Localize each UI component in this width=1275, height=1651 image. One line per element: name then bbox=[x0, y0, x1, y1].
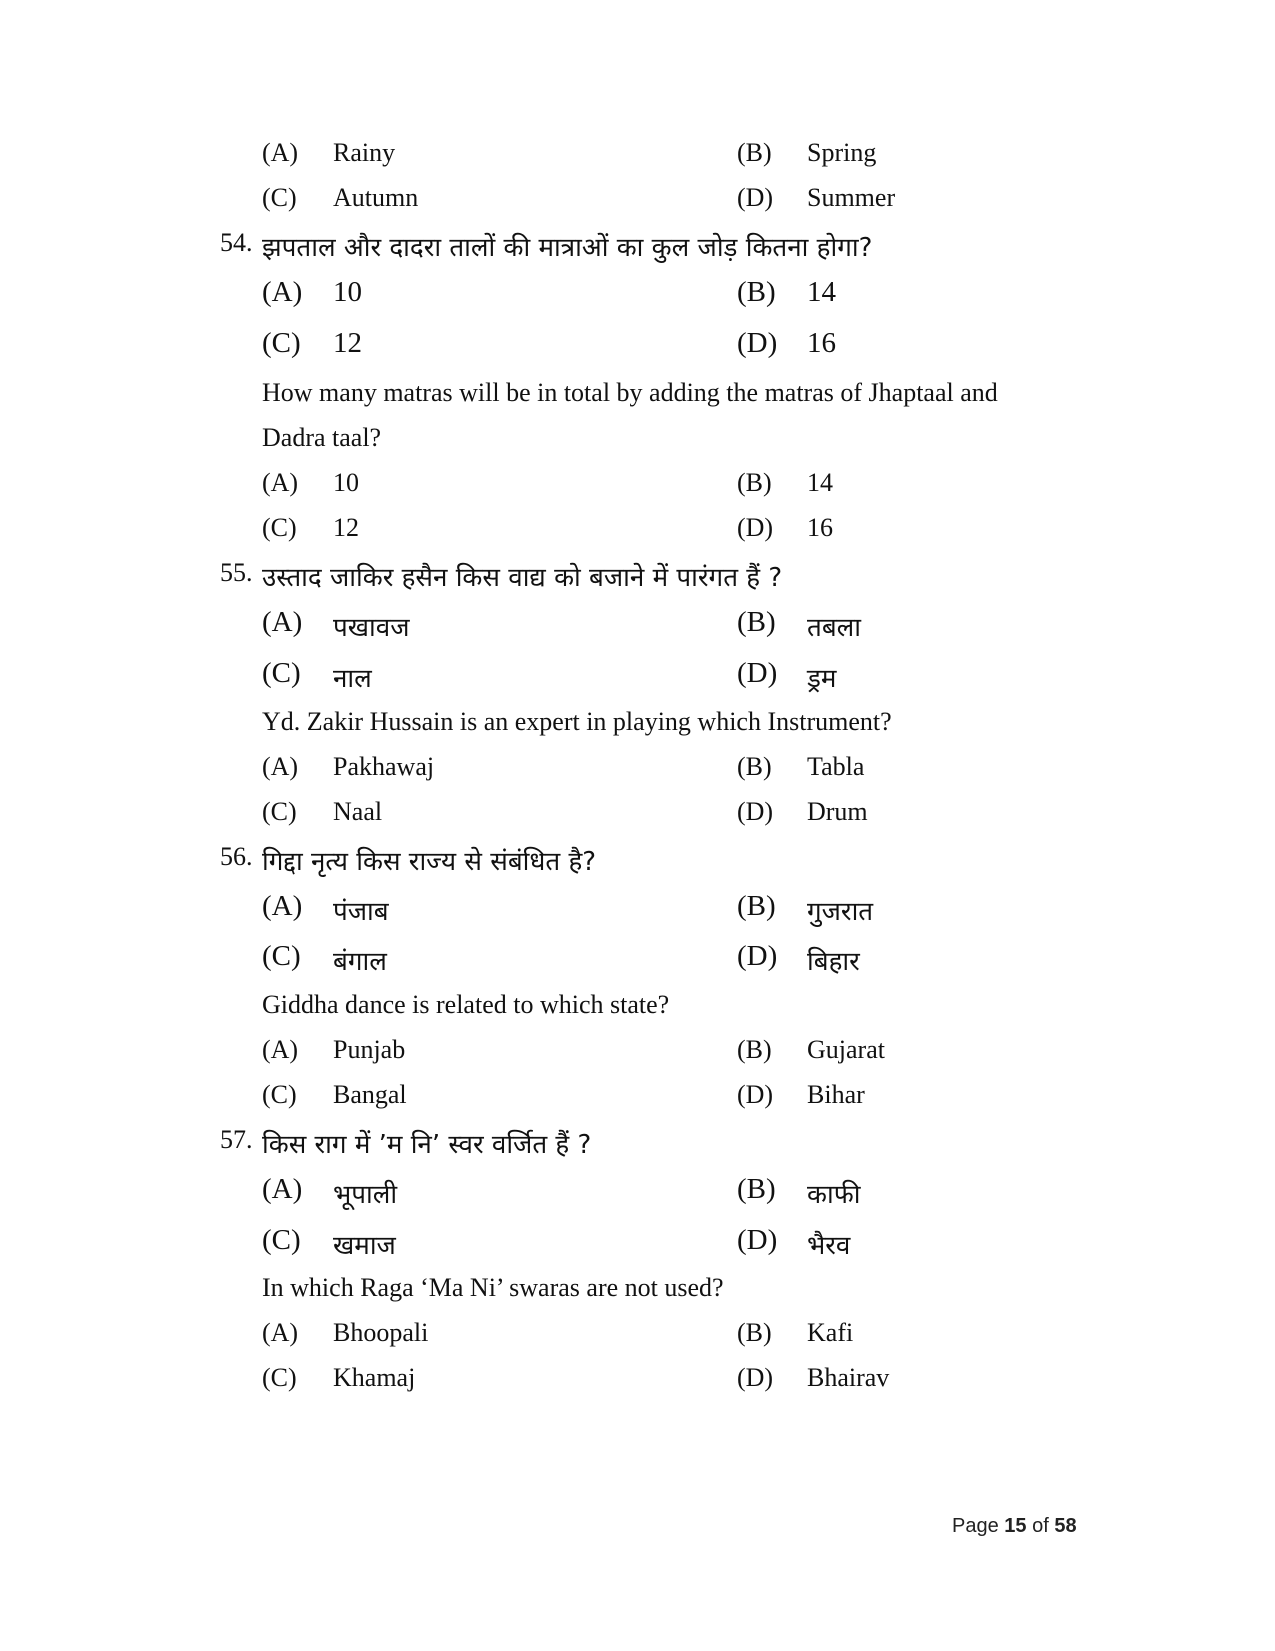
option-row bbox=[0, 797, 1275, 843]
option-text: खमाज bbox=[333, 1231, 396, 1261]
question-text-english: Yd. Zakir Hussain is an expert in playing which Instrument? bbox=[262, 707, 892, 736]
option-row bbox=[0, 276, 1275, 322]
option-label: (B) bbox=[737, 752, 772, 781]
option-label: (A) bbox=[262, 1035, 299, 1064]
option-label: (A) bbox=[262, 1173, 303, 1205]
option-row bbox=[0, 1224, 1275, 1270]
option-label: (D) bbox=[737, 1080, 774, 1109]
option-text: 16 bbox=[807, 327, 836, 359]
question-text-english: Dadra taal? bbox=[262, 423, 382, 452]
option-label: (D) bbox=[737, 657, 778, 689]
option-label: (A) bbox=[262, 468, 299, 497]
option-text: 12 bbox=[333, 327, 362, 359]
option-label: (B) bbox=[737, 1318, 772, 1347]
option-text: Khamaj bbox=[333, 1363, 416, 1392]
option-text: Autumn bbox=[333, 183, 419, 212]
question-text-hindi: किस राग में ’म नि’ स्वर वर्जित हैं ? bbox=[262, 1130, 592, 1160]
option-label: (B) bbox=[737, 890, 776, 922]
option-label: (C) bbox=[262, 657, 301, 689]
option-text: ड्रम bbox=[807, 664, 837, 694]
option-text: Bhoopali bbox=[333, 1318, 429, 1347]
option-text: तबला bbox=[807, 613, 862, 643]
question-text-english: Giddha dance is related to which state? bbox=[262, 990, 670, 1019]
option-text: 16 bbox=[807, 513, 833, 542]
option-row bbox=[0, 890, 1275, 936]
question-text-hindi: झपताल और दादरा तालों की मात्राओं का कुल जोड़ कितना होगा? bbox=[262, 233, 873, 263]
question-number: 57. bbox=[220, 1125, 253, 1154]
option-text: Bhairav bbox=[807, 1363, 890, 1392]
option-text: 10 bbox=[333, 468, 359, 497]
option-label: (C) bbox=[262, 1363, 297, 1392]
option-label: (A) bbox=[262, 752, 299, 781]
question-text-hindi: गिद्दा नृत्य किस राज्य से संबंधित है? bbox=[262, 847, 597, 877]
option-row bbox=[0, 1363, 1275, 1409]
option-label: (A) bbox=[262, 890, 303, 922]
question-56 bbox=[0, 842, 1275, 888]
option-label: (C) bbox=[262, 797, 297, 826]
option-label: (B) bbox=[737, 606, 776, 638]
option-text: बिहार bbox=[807, 947, 860, 977]
option-text: पखावज bbox=[333, 613, 410, 643]
option-row bbox=[0, 1173, 1275, 1219]
option-row bbox=[0, 940, 1275, 986]
option-label: (B) bbox=[737, 468, 772, 497]
question-text-hindi: उस्ताद जाकिर हसैन किस वाद्य को बजाने में पारंगत हैं ? bbox=[262, 563, 783, 593]
option-text: Kafi bbox=[807, 1318, 854, 1347]
question-57 bbox=[0, 1125, 1275, 1171]
option-text: 12 bbox=[333, 513, 359, 542]
option-row bbox=[0, 183, 1275, 229]
option-text: 14 bbox=[807, 468, 833, 497]
option-row bbox=[0, 606, 1275, 652]
option-text: Bihar bbox=[807, 1080, 865, 1109]
option-text: Rainy bbox=[333, 138, 396, 167]
option-text: 14 bbox=[807, 276, 836, 308]
option-text: Naal bbox=[333, 797, 383, 826]
option-text: Bangal bbox=[333, 1080, 407, 1109]
option-text: बंगाल bbox=[333, 947, 387, 977]
option-label: (B) bbox=[737, 1173, 776, 1205]
option-text: Tabla bbox=[807, 752, 865, 781]
option-row bbox=[0, 138, 1275, 184]
option-label: (D) bbox=[737, 797, 774, 826]
option-text: 10 bbox=[333, 276, 362, 308]
question-number: 54. bbox=[220, 228, 253, 257]
option-label: (D) bbox=[737, 327, 778, 359]
option-label: (C) bbox=[262, 940, 301, 972]
option-label: (D) bbox=[737, 940, 778, 972]
option-text: Gujarat bbox=[807, 1035, 885, 1064]
option-label: (B) bbox=[737, 138, 772, 167]
option-label: (C) bbox=[262, 1080, 297, 1109]
option-label: (B) bbox=[737, 1035, 772, 1064]
option-text: Pakhawaj bbox=[333, 752, 435, 781]
option-row bbox=[0, 1080, 1275, 1126]
option-label: (D) bbox=[737, 1224, 778, 1256]
option-label: (C) bbox=[262, 513, 297, 542]
question-55 bbox=[0, 558, 1275, 604]
option-row bbox=[0, 1318, 1275, 1364]
option-label: (D) bbox=[737, 1363, 774, 1392]
option-label: (A) bbox=[262, 606, 303, 638]
option-row bbox=[0, 468, 1275, 514]
option-row bbox=[0, 752, 1275, 798]
option-text: काफी bbox=[807, 1180, 861, 1210]
option-text: भैरव bbox=[807, 1231, 851, 1261]
question-number: 56. bbox=[220, 842, 253, 871]
option-text: गुजरात bbox=[807, 897, 874, 927]
option-label: (A) bbox=[262, 276, 303, 308]
option-row bbox=[0, 513, 1275, 559]
option-text: नाल bbox=[333, 664, 372, 694]
question-number: 55. bbox=[220, 558, 253, 587]
option-label: (C) bbox=[262, 183, 297, 212]
option-label: (B) bbox=[737, 276, 776, 308]
option-text: Summer bbox=[807, 183, 896, 212]
option-row bbox=[0, 1035, 1275, 1081]
option-text: भूपाली bbox=[333, 1180, 398, 1210]
option-label: (D) bbox=[737, 183, 774, 212]
page-number: Page 15 of 58 bbox=[952, 1515, 1077, 1537]
option-row bbox=[0, 327, 1275, 373]
question-text-english: How many matras will be in total by adding the matras of Jhaptaal and bbox=[262, 378, 998, 407]
option-row bbox=[0, 657, 1275, 703]
option-label: (C) bbox=[262, 327, 301, 359]
option-label: (A) bbox=[262, 1318, 299, 1347]
option-text: Punjab bbox=[333, 1035, 406, 1064]
option-label: (D) bbox=[737, 513, 774, 542]
question-54 bbox=[0, 228, 1275, 274]
option-label: (A) bbox=[262, 138, 299, 167]
option-label: (C) bbox=[262, 1224, 301, 1256]
option-text: Spring bbox=[807, 138, 877, 167]
question-text-english: In which Raga ‘Ma Ni’ swaras are not used? bbox=[262, 1273, 724, 1302]
option-text: पंजाब bbox=[333, 897, 389, 927]
option-text: Drum bbox=[807, 797, 868, 826]
